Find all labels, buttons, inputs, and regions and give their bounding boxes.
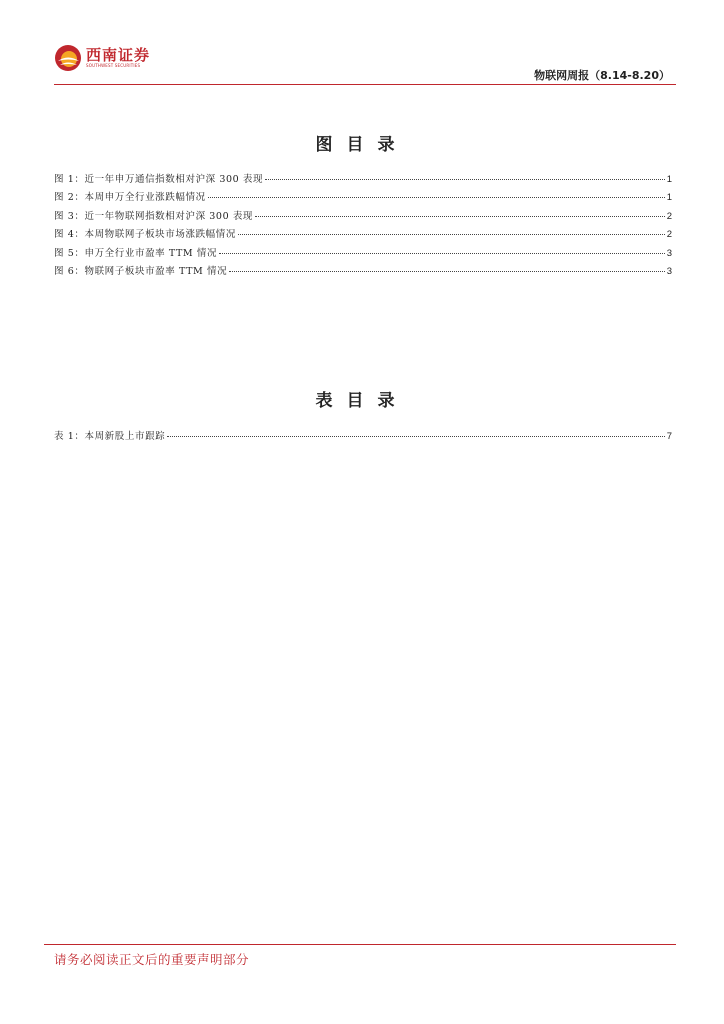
toc-dot-leader [208, 197, 665, 198]
figure-toc-entry[interactable] [54, 245, 672, 263]
toc-entry-page: 3 [666, 247, 672, 259]
figure-toc-heading: 图目录 [315, 135, 409, 155]
company-logo [54, 44, 150, 72]
toc-entry-label: 图 2：本周申万全行业涨跌幅情况 [54, 192, 206, 204]
table-toc-list [54, 428, 672, 446]
sun-logo-icon [54, 44, 82, 72]
toc-entry-page: 1 [666, 192, 672, 204]
toc-dot-leader [229, 271, 665, 272]
toc-entry-page: 1 [666, 174, 672, 185]
figure-toc-entry[interactable] [54, 226, 672, 244]
figure-toc-entry[interactable] [54, 171, 672, 189]
toc-dot-leader [255, 216, 665, 217]
toc-dot-leader [167, 436, 664, 437]
toc-dot-leader [219, 253, 665, 254]
figure-toc-entry[interactable] [54, 263, 672, 281]
toc-entry-label: 图 4：本周物联网子板块市场涨跌幅情况 [54, 229, 236, 241]
logo-chinese-name: 西南证券 [86, 46, 151, 64]
footer-divider [44, 944, 676, 945]
footer-disclaimer: 请务必阅读正文后的重要声明部分 [54, 952, 250, 967]
table-toc-heading: 表目录 [315, 391, 409, 411]
toc-entry-page: 7 [666, 431, 672, 442]
toc-entry-page: 2 [666, 229, 672, 241]
figure-toc-list [54, 171, 672, 281]
toc-dot-leader [265, 179, 665, 180]
toc-entry-label: 图 5：申万全行业市盈率 TTM 情况 [54, 247, 218, 259]
toc-dot-leader [238, 234, 665, 235]
header-divider [54, 84, 676, 85]
table-toc-entry[interactable] [54, 428, 672, 446]
toc-entry-page: 2 [666, 210, 672, 222]
toc-entry-label: 图 1：近一年申万通信指数相对沪深 300 表现 [54, 174, 264, 185]
toc-entry-label: 图 6：物联网子板块市盈率 TTM 情况 [54, 265, 228, 277]
figure-toc-entry[interactable] [54, 208, 672, 226]
toc-entry-page: 3 [666, 265, 672, 277]
toc-entry-label: 图 3：近一年物联网指数相对沪深 300 表现 [54, 210, 254, 222]
toc-entry-label: 表 1：本周新股上市跟踪 [54, 431, 166, 442]
figure-toc-entry[interactable] [54, 189, 672, 207]
report-title: 物联网周报（8.14-8.20） [534, 69, 670, 82]
logo-english-name: SOUTHWEST SECURITIES [86, 63, 141, 68]
